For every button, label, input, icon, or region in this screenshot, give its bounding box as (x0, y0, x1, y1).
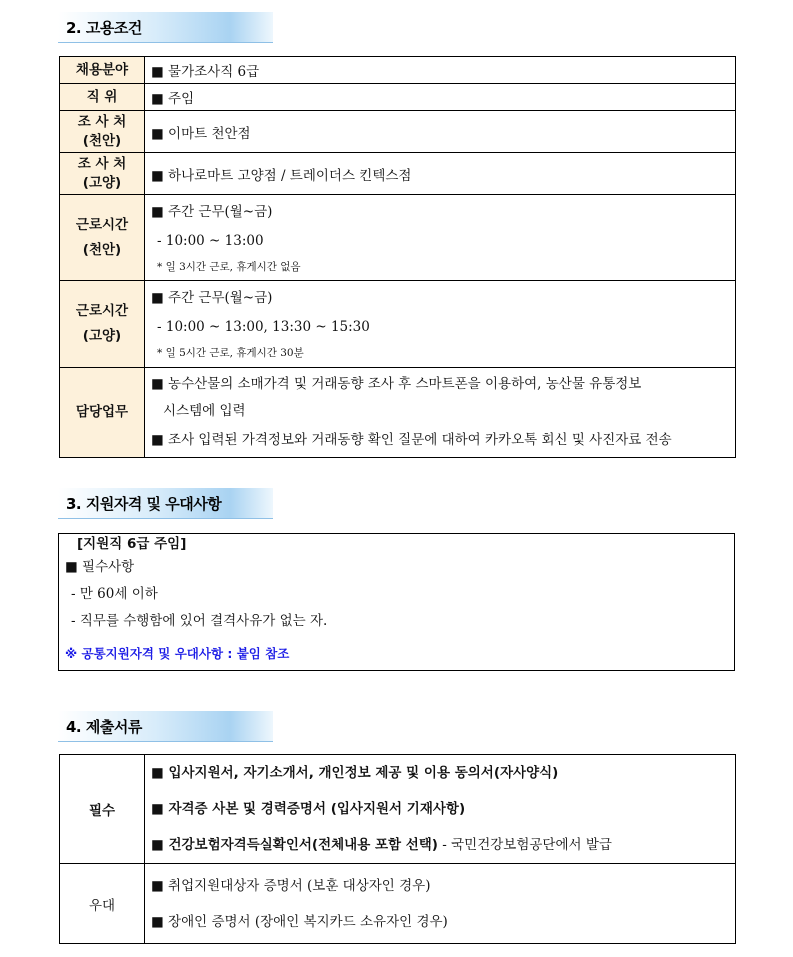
row-value: ■ 이마트 천안점 (145, 111, 736, 153)
row-label-line1: 근로시간 (75, 303, 129, 319)
qualification-line2: - 만 60세 이하 (71, 586, 158, 602)
section-2-title: 2. 고용조건 (66, 19, 142, 37)
preferred-item: ■ 장애인 증명서 (장애인 복지카드 소유자인 경우) (151, 913, 448, 930)
table-row (60, 281, 736, 368)
row-value (145, 368, 736, 458)
table-row (60, 84, 736, 111)
row-label (60, 864, 145, 944)
table-row (60, 864, 736, 944)
row-label (60, 153, 145, 195)
row-label-line1: 근로시간 (75, 216, 129, 233)
section-4-header (58, 711, 273, 742)
row-label (60, 195, 145, 281)
row-value (145, 195, 736, 281)
required-item-bold: ■ 건강보험자격득실확인서(전체내용 포함 선택) (151, 837, 438, 853)
row-label-line2: (천안) (82, 241, 122, 258)
table-row (60, 57, 736, 84)
required-item (151, 827, 735, 863)
table-row (60, 111, 736, 153)
row-value (145, 864, 736, 944)
employment-conditions-table (59, 56, 736, 458)
table-row (60, 153, 736, 195)
section-4-title: 4. 제출서류 (66, 718, 142, 736)
row-label-line1: 조 사 처 (77, 113, 127, 130)
row-value: ■ 주임 (145, 84, 736, 111)
required-item-rest: - 국민건강보험공단에서 발급 (437, 837, 612, 853)
required-item: ■ 입사지원서, 자기소개서, 개인정보 제공 및 이용 동의서(자사양식) (151, 765, 559, 781)
preferred-label: 우대 (88, 897, 116, 914)
section-2-header (58, 12, 273, 43)
required-item: ■ 자격증 사본 및 경력증명서 (입사지원서 기재사항) (151, 801, 466, 817)
value-line1: ■ 농수산물의 소매가격 및 거래동향 조사 후 스마트폰을 이용하여, 농산물 유통정보 (151, 375, 642, 392)
required-documents-table (59, 754, 736, 944)
value-line3: ■ 조사 입력된 가격정보와 거래동향 확인 질문에 대하여 카카오톡 회신 및 사진자료 전송 (151, 431, 672, 448)
table-row (60, 755, 736, 864)
row-label (60, 281, 145, 368)
row-label-line2: (고양) (82, 174, 122, 191)
section-3-header (58, 488, 273, 519)
value-line3: * 일 5시간 근로, 휴게시간 30분 (157, 347, 304, 359)
table-row (60, 195, 736, 281)
row-value: ■ 하나로마트 고양점 / 트레이더스 킨텍스점 (145, 153, 736, 195)
row-value (145, 755, 736, 864)
value-line2: - 10:00 ~ 13:00 (157, 232, 264, 249)
row-label (60, 111, 145, 153)
value-line3: * 일 3시간 근로, 휴게시간 없음 (157, 260, 301, 273)
value-line1: ■ 주간 근무(월~금) (151, 290, 273, 306)
row-value (145, 281, 736, 368)
row-label-line2: (천안) (82, 132, 122, 149)
value-line1: ■ 주간 근무(월~금) (151, 203, 273, 220)
required-label: 필수 (88, 803, 116, 819)
value-line2: - 10:00 ~ 13:00, 13:30 ~ 15:30 (157, 319, 370, 335)
qualification-line1: ■ 필수사항 (65, 559, 135, 575)
qualifications-heading: [지원직 6급 주임] (77, 536, 187, 552)
qualification-note: ※ 공통지원자격 및 우대사항 : 붙임 참조 (65, 646, 290, 661)
row-label-line2: (고양) (82, 328, 122, 344)
qualifications-box (58, 533, 735, 671)
table-row (60, 368, 736, 458)
row-label: 직 위 (60, 84, 145, 111)
row-label: 담당업무 (60, 368, 145, 458)
preferred-item: ■ 취업지원대상자 증명서 (보훈 대상자인 경우) (151, 877, 431, 894)
value-line2: 시스템에 입력 (163, 402, 246, 419)
row-label: 채용분야 (60, 57, 145, 84)
section-3-title: 3. 지원자격 및 우대사항 (66, 495, 222, 513)
row-label-line1: 조 사 처 (77, 155, 127, 172)
qualification-line3: - 직무를 수행함에 있어 결격사유가 없는 자. (71, 613, 328, 629)
row-value: ■ 물가조사직 6급 (145, 57, 736, 84)
row-label (60, 755, 145, 864)
